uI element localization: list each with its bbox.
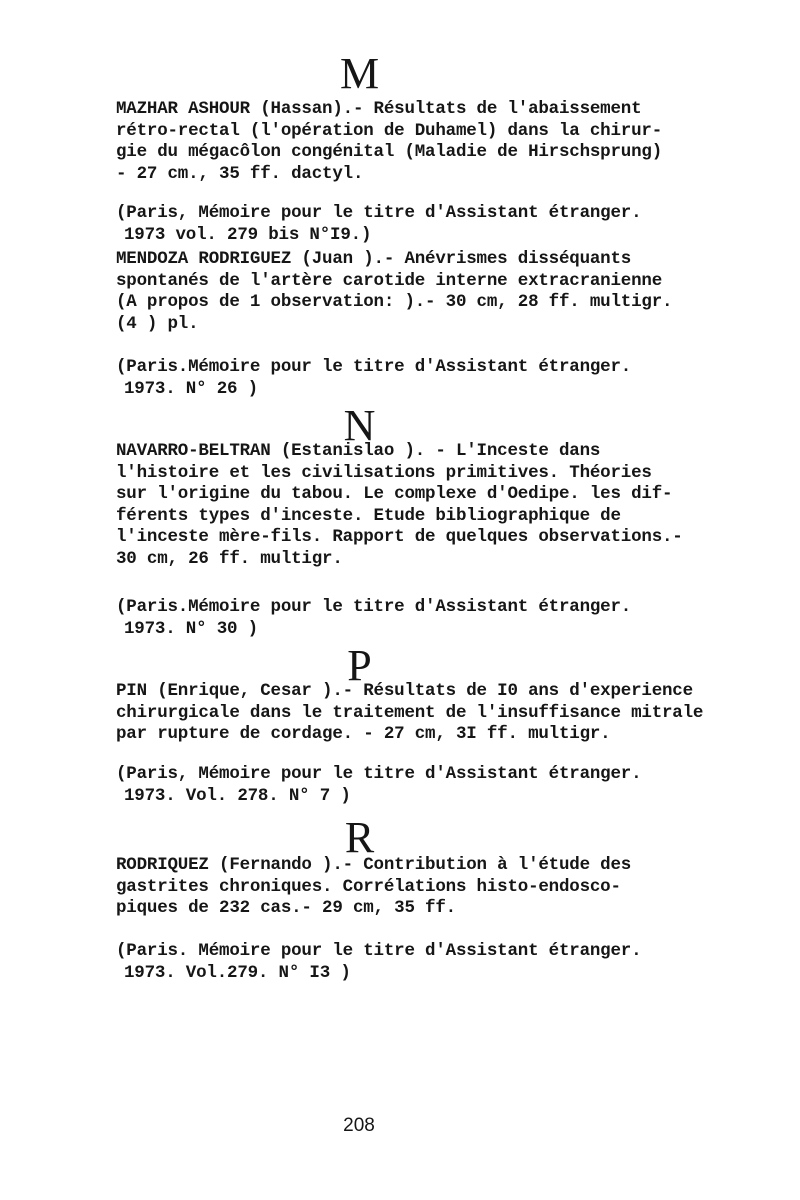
entry-line: PIN (Enrique, Cesar ).- Résultats de I0 ans d'experience bbox=[116, 681, 693, 701]
entry-line: gie du mégacôlon congénital (Maladie de Hirschsprung) bbox=[116, 142, 662, 162]
entry-line: (A propos de 1 observation: ).- 30 cm, 28 ff. multigr. bbox=[116, 292, 673, 312]
entry-note-mazhar-ashour bbox=[116, 203, 716, 246]
note-line: 1973. Vol. 278. N° 7 ) bbox=[124, 785, 351, 806]
entry-note-mendoza-rodriguez bbox=[116, 357, 716, 400]
entry-line: NAVARRO-BELTRAN (Estanislao ). - L'Inceste dans bbox=[116, 441, 601, 461]
entry-line: l'inceste mère-fils. Rapport de quelques observations.- bbox=[116, 527, 683, 547]
entry-line: 30 cm, 26 ff. multigr. bbox=[116, 548, 343, 569]
note-line: 1973. Vol.279. N° I3 ) bbox=[124, 962, 351, 983]
entry-rodriquez bbox=[116, 855, 716, 920]
entry-note-rodriquez bbox=[116, 941, 716, 984]
entry-line: sur l'origine du tabou. Le complexe d'Oedipe. les dif- bbox=[116, 484, 673, 504]
entry-note-navarro-beltran bbox=[116, 597, 716, 640]
entry-line: spontanés de l'artère carotide interne extracranienne bbox=[116, 270, 662, 291]
entry-line: gastrites chroniques. Corrélations histo-endosco- bbox=[116, 876, 621, 897]
entry-line: férents types d'inceste. Etude bibliographique de bbox=[116, 505, 621, 526]
note-line: (Paris.Mémoire pour le titre d'Assistant étranger. bbox=[116, 597, 632, 617]
entry-mazhar-ashour bbox=[116, 99, 716, 185]
entry-line: MAZHAR ASHOUR (Hassan).- Résultats de l'abaissement bbox=[116, 99, 642, 119]
note-line: (Paris, Mémoire pour le titre d'Assistant étranger. bbox=[116, 764, 642, 784]
section-letter-n: N bbox=[343, 401, 377, 450]
entry-line: chirurgicale dans le traitement de l'insuffisance mitrale bbox=[116, 702, 704, 723]
entry-navarro-beltran bbox=[116, 441, 716, 570]
note-line: (Paris. Mémoire pour le titre d'Assistant étranger. bbox=[116, 941, 642, 961]
entry-line: (4 ) pl. bbox=[116, 313, 199, 334]
note-line: 1973. N° 26 ) bbox=[124, 378, 258, 399]
note-line: 1973. N° 30 ) bbox=[124, 618, 258, 639]
entry-line: - 27 cm., 35 ff. dactyl. bbox=[116, 163, 364, 184]
entry-line: MENDOZA RODRIGUEZ (Juan ).- Anévrismes disséquants bbox=[116, 249, 632, 269]
note-line: (Paris, Mémoire pour le titre d'Assistant étranger. bbox=[116, 203, 642, 223]
entry-line: par rupture de cordage. - 27 cm, 3I ff. multigr. bbox=[116, 724, 611, 744]
page-number: 208 bbox=[343, 1115, 375, 1136]
note-line: (Paris.Mémoire pour le titre d'Assistant étranger. bbox=[116, 357, 632, 377]
entry-line: RODRIQUEZ (Fernando ).- Contribution à l'étude des bbox=[116, 855, 632, 875]
entry-pin bbox=[116, 681, 716, 746]
entry-line: l'histoire et les civilisations primitives. Théories bbox=[116, 462, 652, 483]
note-line: 1973 vol. 279 bis N°I9.) bbox=[124, 224, 372, 245]
section-letter-r: R bbox=[344, 813, 376, 862]
entry-mendoza-rodriguez bbox=[116, 249, 716, 335]
entry-note-pin bbox=[116, 764, 716, 807]
entry-line: rétro-rectal (l'opération de Duhamel) dans la chirur- bbox=[116, 120, 662, 141]
section-letter-p: P bbox=[347, 641, 373, 690]
section-letter-m: M bbox=[339, 49, 381, 98]
entry-line: piques de 232 cas.- 29 cm, 35 ff. bbox=[116, 898, 456, 918]
